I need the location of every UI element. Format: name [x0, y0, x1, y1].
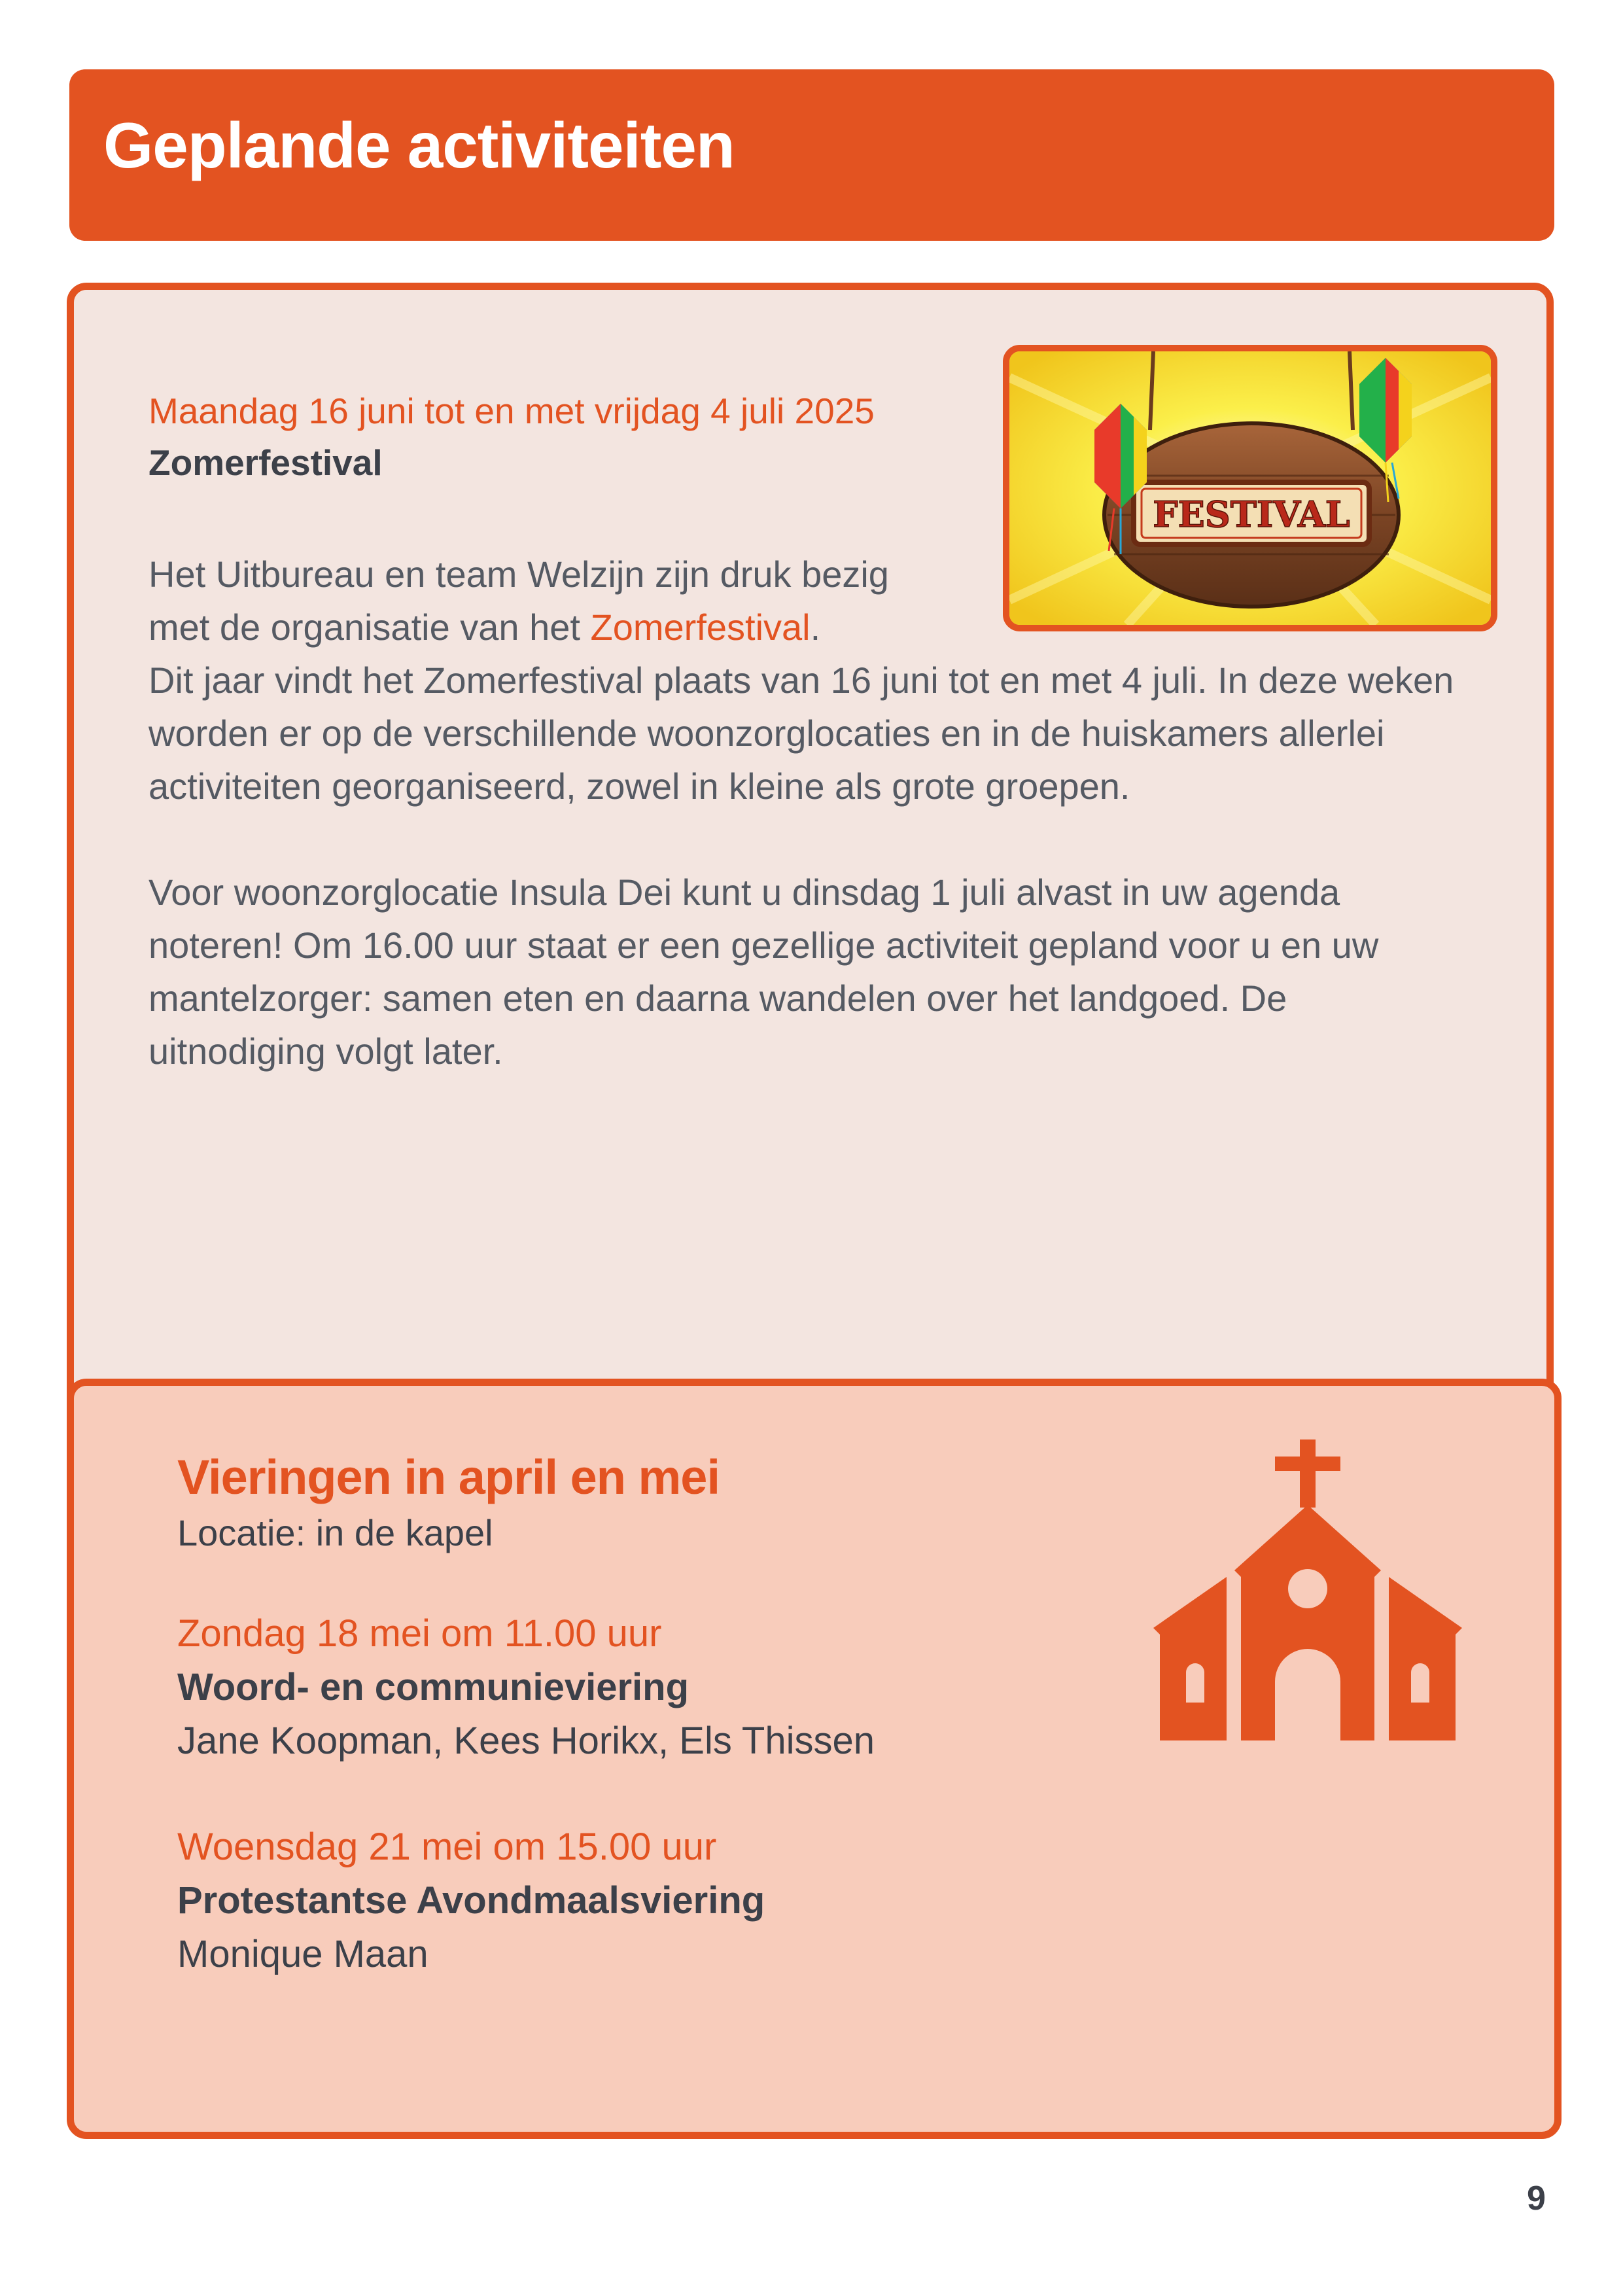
- church-icon: [1152, 1439, 1466, 1754]
- event-officiants: Monique Maan: [177, 1933, 428, 1975]
- celebrations-card: [67, 1379, 1562, 2139]
- festival-intro-rest: Dit jaar vindt het Zomerfestival plaats van 16 juni tot en met 4 juli. In deze weken worden er op de verschillende woonzorglocaties en in de huiskamers allerlei activiteiten georganiseerd, zowel in kleine als grote groepen.: [148, 660, 1454, 807]
- page-number: 9: [1527, 2180, 1546, 2217]
- celebrations-location: Locatie: in de kapel: [177, 1512, 493, 1553]
- festival-intro-line1: Het Uitbureau en team Welzijn zijn druk bezig: [148, 554, 889, 595]
- celebrations-title: Vieringen in april en mei: [177, 1450, 720, 1504]
- event-datetime: Woensdag 21 mei om 15.00 uur: [177, 1826, 717, 1868]
- section-header: [69, 69, 1554, 241]
- event-datetime: Zondag 18 mei om 11.00 uur: [177, 1612, 662, 1655]
- festival-name: Zomerfestival: [148, 442, 383, 483]
- festival-intro: [148, 548, 1470, 813]
- event-title: Woord- en communieviering: [177, 1666, 689, 1708]
- celebration-event: [177, 1820, 765, 1981]
- zomerfestival-highlight: Zomerfestival: [590, 607, 811, 648]
- event-officiants: Jane Koopman, Kees Horikx, Els Thissen: [177, 1720, 875, 1762]
- page-title: Geplande activiteiten: [103, 109, 735, 181]
- festival-invitation: Voor woonzorglocatie Insula Dei kunt u dinsdag 1 juli alvast in uw agenda noteren! Om 16.00 uur staat er een gezellige activiteit gepland voor u en uw mantelzorger: samen eten en daarna wandelen over het landgoed. De uitnodiging volgt later.: [148, 872, 1379, 1072]
- festival-intro-punct: .: [810, 607, 821, 648]
- festival-date: Maandag 16 juni tot en met vrijdag 4 juli 2025: [148, 391, 875, 431]
- event-title: Protestantse Avondmaalsviering: [177, 1879, 765, 1922]
- paragraph-spacer: [148, 813, 1470, 866]
- festival-intro-line2: met de organisatie van het: [148, 607, 591, 648]
- festival-description: [148, 548, 1470, 1078]
- celebration-event: [177, 1607, 875, 1768]
- festival-sign-text: FESTIVAL: [1153, 493, 1350, 535]
